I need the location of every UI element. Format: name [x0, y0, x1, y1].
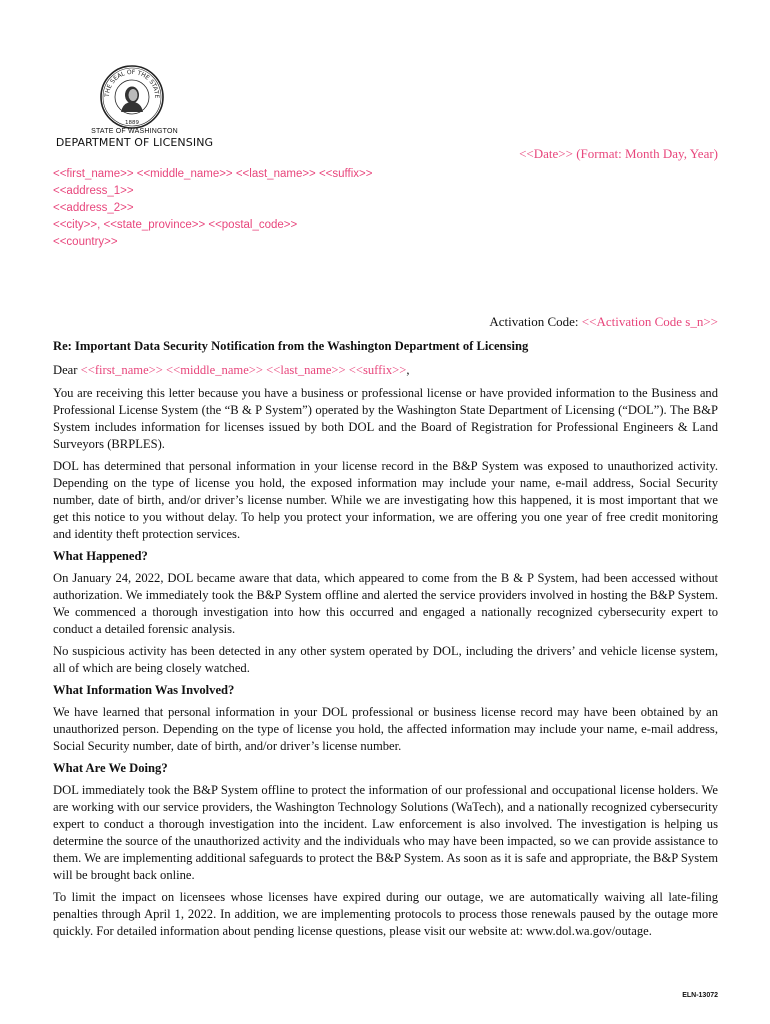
salutation-name: <<first_name>> <<middle_name>> <<last_name>> <<suffix>> — [80, 363, 407, 377]
state-seal-logo — [99, 64, 165, 130]
paragraph-exposure: DOL has determined that personal information in your license record in the B&P System was exposed to unauthorized activity. Depending on the type of license you hold, the exposed information may include your name, e-mail address, Social Security number, date of birth, and/or driver’s license number. While we are investigating how this happened, it is most important that we get this notice to you without delay. To help you protect your information, we are offering you one year of free credit monitoring and identity theft protection services. — [53, 459, 718, 541]
salutation-punct: , — [406, 363, 410, 377]
activation-code-line — [489, 314, 718, 330]
heading-what-happened: What Happened? — [53, 549, 148, 563]
state-name: STATE OF WASHINGTON — [91, 128, 178, 135]
salutation — [53, 362, 718, 379]
paragraph-what-we-are-doing: DOL immediately took the B&P System offline to protect the information of our professional and occupational license holders. We are working with our service providers, the Washington Technology Solutions (WaTech), and a nationally recognized cybersecurity expert to conduct a thorough investigation into the incident. Law enforcement is also involved. The investigation is helping us determine the source of the unauthorized activity and the individuals who may have been impacted, so we can provide assistance to them. We are implementing additional safeguards to protect the B&P System. As soon as it is safe and appropriate, the B&P System will be brought back online. — [53, 783, 718, 882]
paragraph-what-happened: On January 24, 2022, DOL became aware that data, which appeared to come from the B & P System, had been accessed without authorization. We immediately took the B&P System offline and alerted the service providers involved in hosting the B&P System. We commenced a thorough investigation into how this occurred and engaged a nationally recognized cybersecurity expert to conduct a detailed forensic analysis. — [53, 571, 718, 636]
svg-text:THE SEAL OF THE STATE: THE SEAL OF THE STATE — [103, 68, 161, 99]
activation-code-label: Activation Code: — [489, 314, 582, 329]
paragraph-information-involved: We have learned that personal information in your DOL professional or business license record may have been obtained by an unauthorized person. Depending on the type of license you hold, the affected information may include your name, e-mail address, Social Security number, date of birth, and/or driver’s license number. — [53, 705, 718, 753]
agency-block — [52, 128, 217, 149]
recipient-address-1: <<address_1>> — [53, 185, 134, 197]
letter-body — [53, 338, 718, 945]
subject-line: Re: Important Data Security Notification from the Washington Department of Licensing — [53, 339, 529, 353]
paragraph-late-fee-waiver: To limit the impact on licensees whose licenses have expired during our outage, we are automatically waiving all late-filing penalties through April 1, 2022. In addition, we are implementing protocols to process those renewals paused by the outage more quickly. For detailed information about pending license questions, please visit our website at: www.dol.wa.gov/outage. — [53, 890, 718, 938]
paragraph-no-suspicious-activity: No suspicious activity has been detected in any other system operated by DOL, including the drivers’ and vehicle license system, all of which are being closely watched. — [53, 644, 718, 675]
recipient-city-line: <<city>>, <<state_province>> <<postal_code>> — [53, 219, 298, 231]
recipient-country: <<country>> — [53, 236, 118, 248]
paragraph-intro: You are receiving this letter because you have a business or professional license or have provided information to the Business and Professional License System (the “B & P System”) operated by the Washington State Department of Licensing (“DOL”). The B&P System includes information for licenses issued by both DOL and the Board of Registration for Professional Engineers & Land Surveyors (BRPLES). — [53, 386, 718, 451]
recipient-address — [53, 166, 372, 251]
form-number: ELN-13072 — [682, 992, 718, 999]
svg-text:1889: 1889 — [125, 120, 139, 126]
heading-what-we-are-doing: What Are We Doing? — [53, 761, 168, 775]
recipient-name-line: <<first_name>> <<middle_name>> <<last_name>> <<suffix>> — [53, 168, 373, 180]
date-placeholder: <<Date>> (Format: Month Day, Year) — [519, 146, 718, 161]
salutation-label: Dear — [53, 363, 81, 377]
activation-code-value: <<Activation Code s_n>> — [581, 314, 718, 329]
recipient-address-2: <<address_2>> — [53, 202, 134, 214]
heading-information-involved: What Information Was Involved? — [53, 683, 235, 697]
department-name: DEPARTMENT OF LICENSING — [55, 136, 214, 149]
